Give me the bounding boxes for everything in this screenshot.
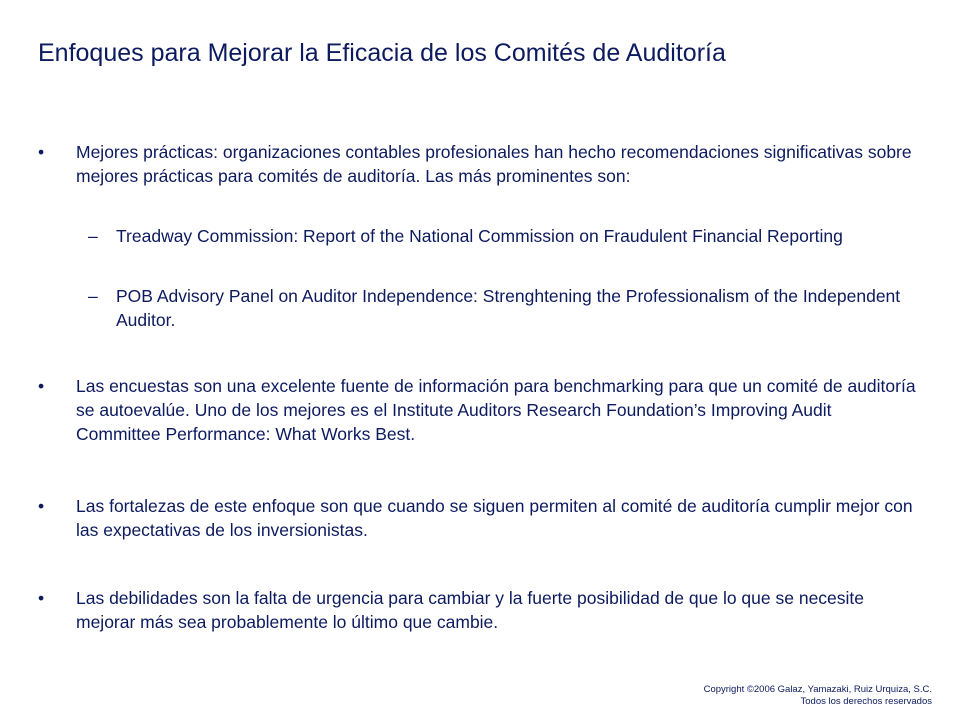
subitem-1	[88, 224, 918, 248]
bullet-text: Las debilidades son la falta de urgencia para cambiar y la fuerte posibilidad de que lo que se necesite mejorar más sea probablemente lo último que cambie.	[76, 588, 865, 632]
bullet-item-2	[38, 374, 918, 446]
bullet-item-4	[38, 586, 918, 634]
bullet-text: Las encuestas son una excelente fuente de información para benchmarking para que un comité de auditoría se autoevalúe. Uno de los mejores es el Institute Auditors Research Foundation’s Improving Audit Committee Performance: What Works Best.	[76, 376, 916, 444]
bullet-text: Las fortalezas de este enfoque son que cuando se siguen permiten al comité de auditoría cumplir mejor con las expectativas de los inversionistas.	[76, 496, 913, 540]
bullet-mark: •	[38, 142, 45, 162]
bullet-text: Mejores prácticas: organizaciones contables profesionales han hecho recomendaciones significativas sobre mejores prácticas para comités de auditoría. Las más prominentes son:	[76, 142, 912, 186]
dash-mark: –	[88, 286, 98, 306]
copyright-line: Copyright ©2006 Galaz, Yamazaki, Ruiz Urquiza, S.C.	[703, 684, 932, 695]
rights-line: Todos los derechos reservados	[800, 696, 932, 707]
bullet-mark: •	[38, 496, 45, 516]
bullet-item-1	[38, 140, 918, 188]
subitem-text: Treadway Commission: Report of the National Commission on Fraudulent Financial Reporting	[116, 226, 843, 246]
bullet-item-3	[38, 494, 918, 542]
dash-mark: –	[88, 226, 98, 246]
subitem-text: POB Advisory Panel on Auditor Independence: Strenghtening the Professionalism of the Independent Auditor.	[116, 286, 901, 330]
copyright-notice	[704, 684, 932, 708]
bullet-mark: •	[38, 588, 45, 608]
bullet-mark: •	[38, 376, 45, 396]
slide-title: Enfoques para Mejorar la Eficacia de los Comités de Auditoría	[38, 39, 726, 67]
subitem-2	[88, 284, 918, 332]
